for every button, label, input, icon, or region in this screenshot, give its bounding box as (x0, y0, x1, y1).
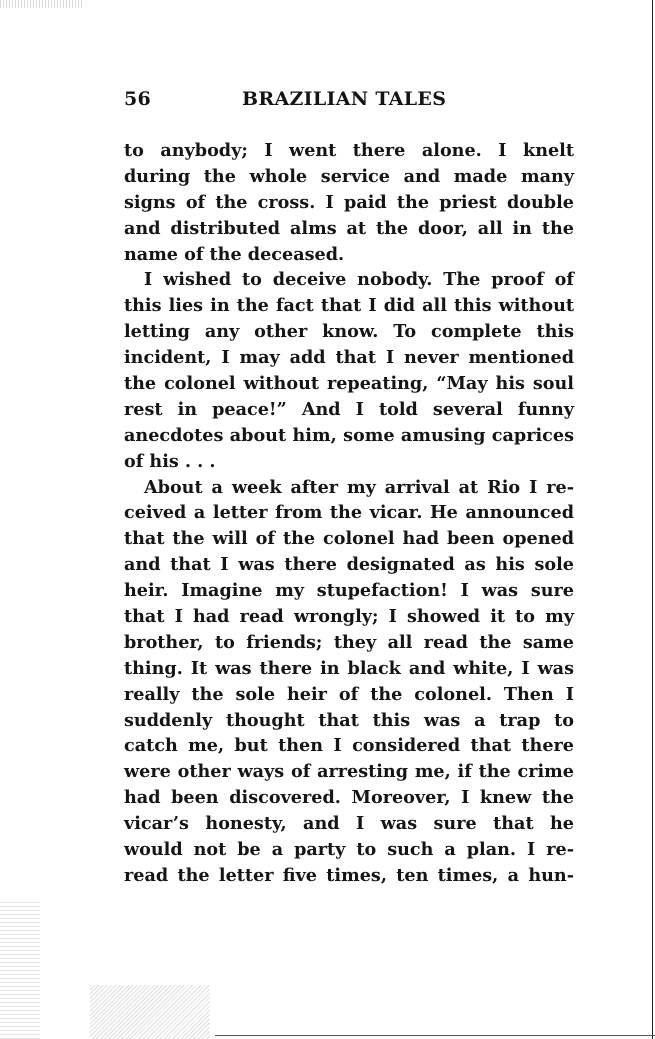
text-line: About a week after my arrival at Rio I re- (144, 476, 574, 498)
text-line: I wished to deceive nobody. The proof of (144, 269, 574, 291)
text-line: to anybody; I went there alone. I knelt (124, 140, 574, 161)
text-line: read the letter five times, ten times, a hun- (124, 864, 574, 886)
text-line: and distributed alms at the door, all in the (124, 217, 574, 239)
text-line: that I had read wrongly; I showed it to my (124, 606, 574, 628)
text-line: incident, I may add that I never mentioned (124, 347, 574, 369)
text-line: during the whole service and made many (124, 165, 574, 187)
text-line: signs of the cross. I paid the priest double (124, 191, 574, 213)
text-line: rest in peace!” And I told several funny (124, 398, 574, 420)
text-line: brother, to friends; they all read the same (124, 631, 574, 653)
text-line: had been discovered. Moreover, I knew the (124, 787, 574, 809)
page-edge-bottom (215, 1035, 655, 1036)
text-line: of his . . . (124, 450, 216, 472)
text-line: catch me, but then I considered that there (124, 735, 574, 757)
scan-artifact-top (0, 0, 84, 8)
text-line: ceived a letter from the vicar. He announced (124, 502, 574, 524)
scan-artifact-bottom (90, 985, 210, 1039)
running-title: BRAZILIAN TALES (242, 88, 447, 110)
text-line: this lies in the fact that I did all this without (124, 295, 574, 317)
text-line: heir. Imagine my stupefaction! I was sure (124, 580, 574, 602)
text-line: letting any other know. To complete this (124, 321, 574, 343)
text-line: and that I was there designated as his sole (124, 554, 574, 576)
text-line: name of the deceased. (124, 243, 345, 265)
text-line: vicar’s honesty, and I was sure that he (124, 813, 574, 835)
text-line: suddenly thought that this was a trap to (124, 709, 574, 731)
text-line: anecdotes about him, some amusing caprices (124, 424, 574, 446)
text-line: were other ways of arresting me, if the crime (124, 761, 574, 783)
text-line: the colonel without repeating, “May his soul (124, 373, 574, 395)
body-text (124, 138, 574, 889)
text-line: thing. It was there in black and white, I was (124, 657, 574, 679)
page-number: 56 (124, 88, 152, 110)
text-line: that the will of the colonel had been opened (124, 528, 574, 550)
page-edge-right (652, 0, 653, 1039)
text-line: would not be a party to such a plan. I re- (124, 839, 574, 861)
text-line: really the sole heir of the colonel. Then I (124, 683, 574, 705)
scan-artifact-left (0, 900, 40, 1039)
page-header (124, 88, 574, 114)
